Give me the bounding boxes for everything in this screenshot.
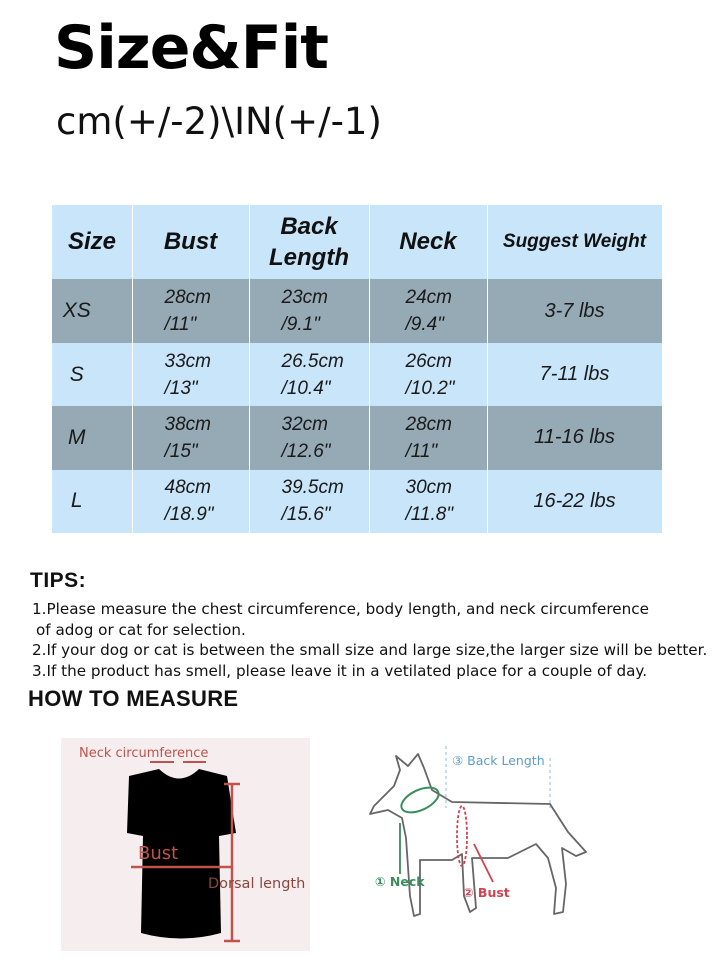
- cell-bust: [132, 406, 249, 469]
- bust-pointer: [474, 844, 493, 882]
- bust-cm: 48cm: [164, 477, 211, 499]
- header-back-line1: Back: [280, 213, 338, 241]
- cell-bust: [132, 279, 249, 342]
- cell-neck: [369, 343, 487, 406]
- tip-line: 2.If your dog or cat is between the small size and large size,the larger size will be better.: [32, 641, 708, 659]
- header-neck: Neck: [369, 205, 487, 279]
- cell-back-length: [249, 279, 369, 342]
- how-to-measure-heading: HOW TO MEASURE: [28, 686, 239, 711]
- bust-cm: 28cm: [164, 287, 211, 309]
- cell-back-length: [249, 343, 369, 406]
- back-cm: 26.5cm: [281, 350, 344, 372]
- page-title: Size&Fit: [54, 13, 328, 83]
- back-in: /15.6": [281, 504, 331, 526]
- bust-cm: 38cm: [164, 413, 211, 435]
- back-cm: 23cm: [281, 287, 328, 309]
- back-length-label: ③ Back Length: [452, 753, 545, 768]
- cell-size: XS: [52, 279, 132, 342]
- bust-in: /11": [164, 314, 197, 336]
- neck-cm: 24cm: [405, 287, 452, 309]
- cell-neck: [369, 470, 487, 533]
- table-header-row: [52, 205, 662, 279]
- cell-weight: 7-11 lbs: [487, 343, 662, 406]
- tip-line: 1.Please measure the chest circumference, body length, and neck circumference: [32, 600, 649, 618]
- cell-bust: [132, 343, 249, 406]
- table-row: [52, 343, 662, 406]
- cell-weight: 16-22 lbs: [487, 470, 662, 533]
- dog-measure-diagram: [360, 738, 600, 943]
- neck-marker: [398, 782, 443, 817]
- neck-cm: 30cm: [405, 477, 452, 499]
- bust-in: /15": [164, 440, 198, 462]
- header-back-length: [249, 205, 369, 279]
- bust-cm: 33cm: [164, 350, 211, 372]
- back-cm: 32cm: [281, 413, 328, 435]
- cell-neck: [369, 406, 487, 469]
- cell-back-length: [249, 406, 369, 469]
- header-bust: Bust: [132, 205, 249, 279]
- unit-tolerance: cm(+/-2)\IN(+/-1): [56, 100, 382, 143]
- cell-weight: 3-7 lbs: [487, 279, 662, 342]
- cell-back-length: [249, 470, 369, 533]
- table-row: [52, 279, 662, 342]
- neck-cm: 26cm: [405, 350, 452, 372]
- bust-in: /13": [164, 377, 198, 399]
- cell-neck: [369, 279, 487, 342]
- tips-heading: TIPS:: [30, 569, 87, 592]
- size-table: [52, 205, 663, 533]
- header-suggest-weight: Suggest Weight: [487, 205, 662, 279]
- back-in: /9.1": [281, 314, 320, 336]
- neck-in: /11.8": [405, 504, 454, 526]
- neck-cm: 28cm: [405, 413, 452, 435]
- cell-size: M: [52, 406, 132, 469]
- bust-in: /18.9": [164, 504, 214, 526]
- neck-in: /10.2": [405, 377, 455, 399]
- bust-label: Bust: [138, 843, 179, 864]
- cell-size: S: [52, 343, 132, 406]
- cell-bust: [132, 470, 249, 533]
- dorsal-length-label: Dorsal length: [208, 876, 306, 892]
- shirt-illustration: [61, 738, 310, 951]
- back-in: /10.4": [281, 377, 331, 399]
- table-row: [52, 470, 662, 533]
- cell-weight: 11-16 lbs: [487, 406, 662, 469]
- shirt-measure-diagram: [61, 738, 310, 951]
- dog-bust-label: ② Bust: [463, 885, 510, 900]
- header-back-line2: Length: [269, 244, 349, 272]
- tip-line: 3.If the product has smell, please leave it in a vetilated place for a couple of day.: [32, 661, 648, 680]
- neck-in: /9.4": [405, 314, 444, 336]
- neck-in: /11": [405, 440, 438, 462]
- tip-line: of adog or cat for selection.: [36, 620, 246, 639]
- back-cm: 39.5cm: [281, 477, 344, 499]
- neck-circumference-label: Neck circumference: [79, 746, 209, 761]
- header-size: Size: [52, 205, 132, 279]
- neck-label: ① Neck: [375, 874, 425, 889]
- tips-list: [32, 599, 707, 681]
- cell-size: L: [52, 470, 132, 533]
- back-in: /12.6": [281, 440, 331, 462]
- table-row: [52, 406, 662, 469]
- dog-illustration: [360, 738, 600, 943]
